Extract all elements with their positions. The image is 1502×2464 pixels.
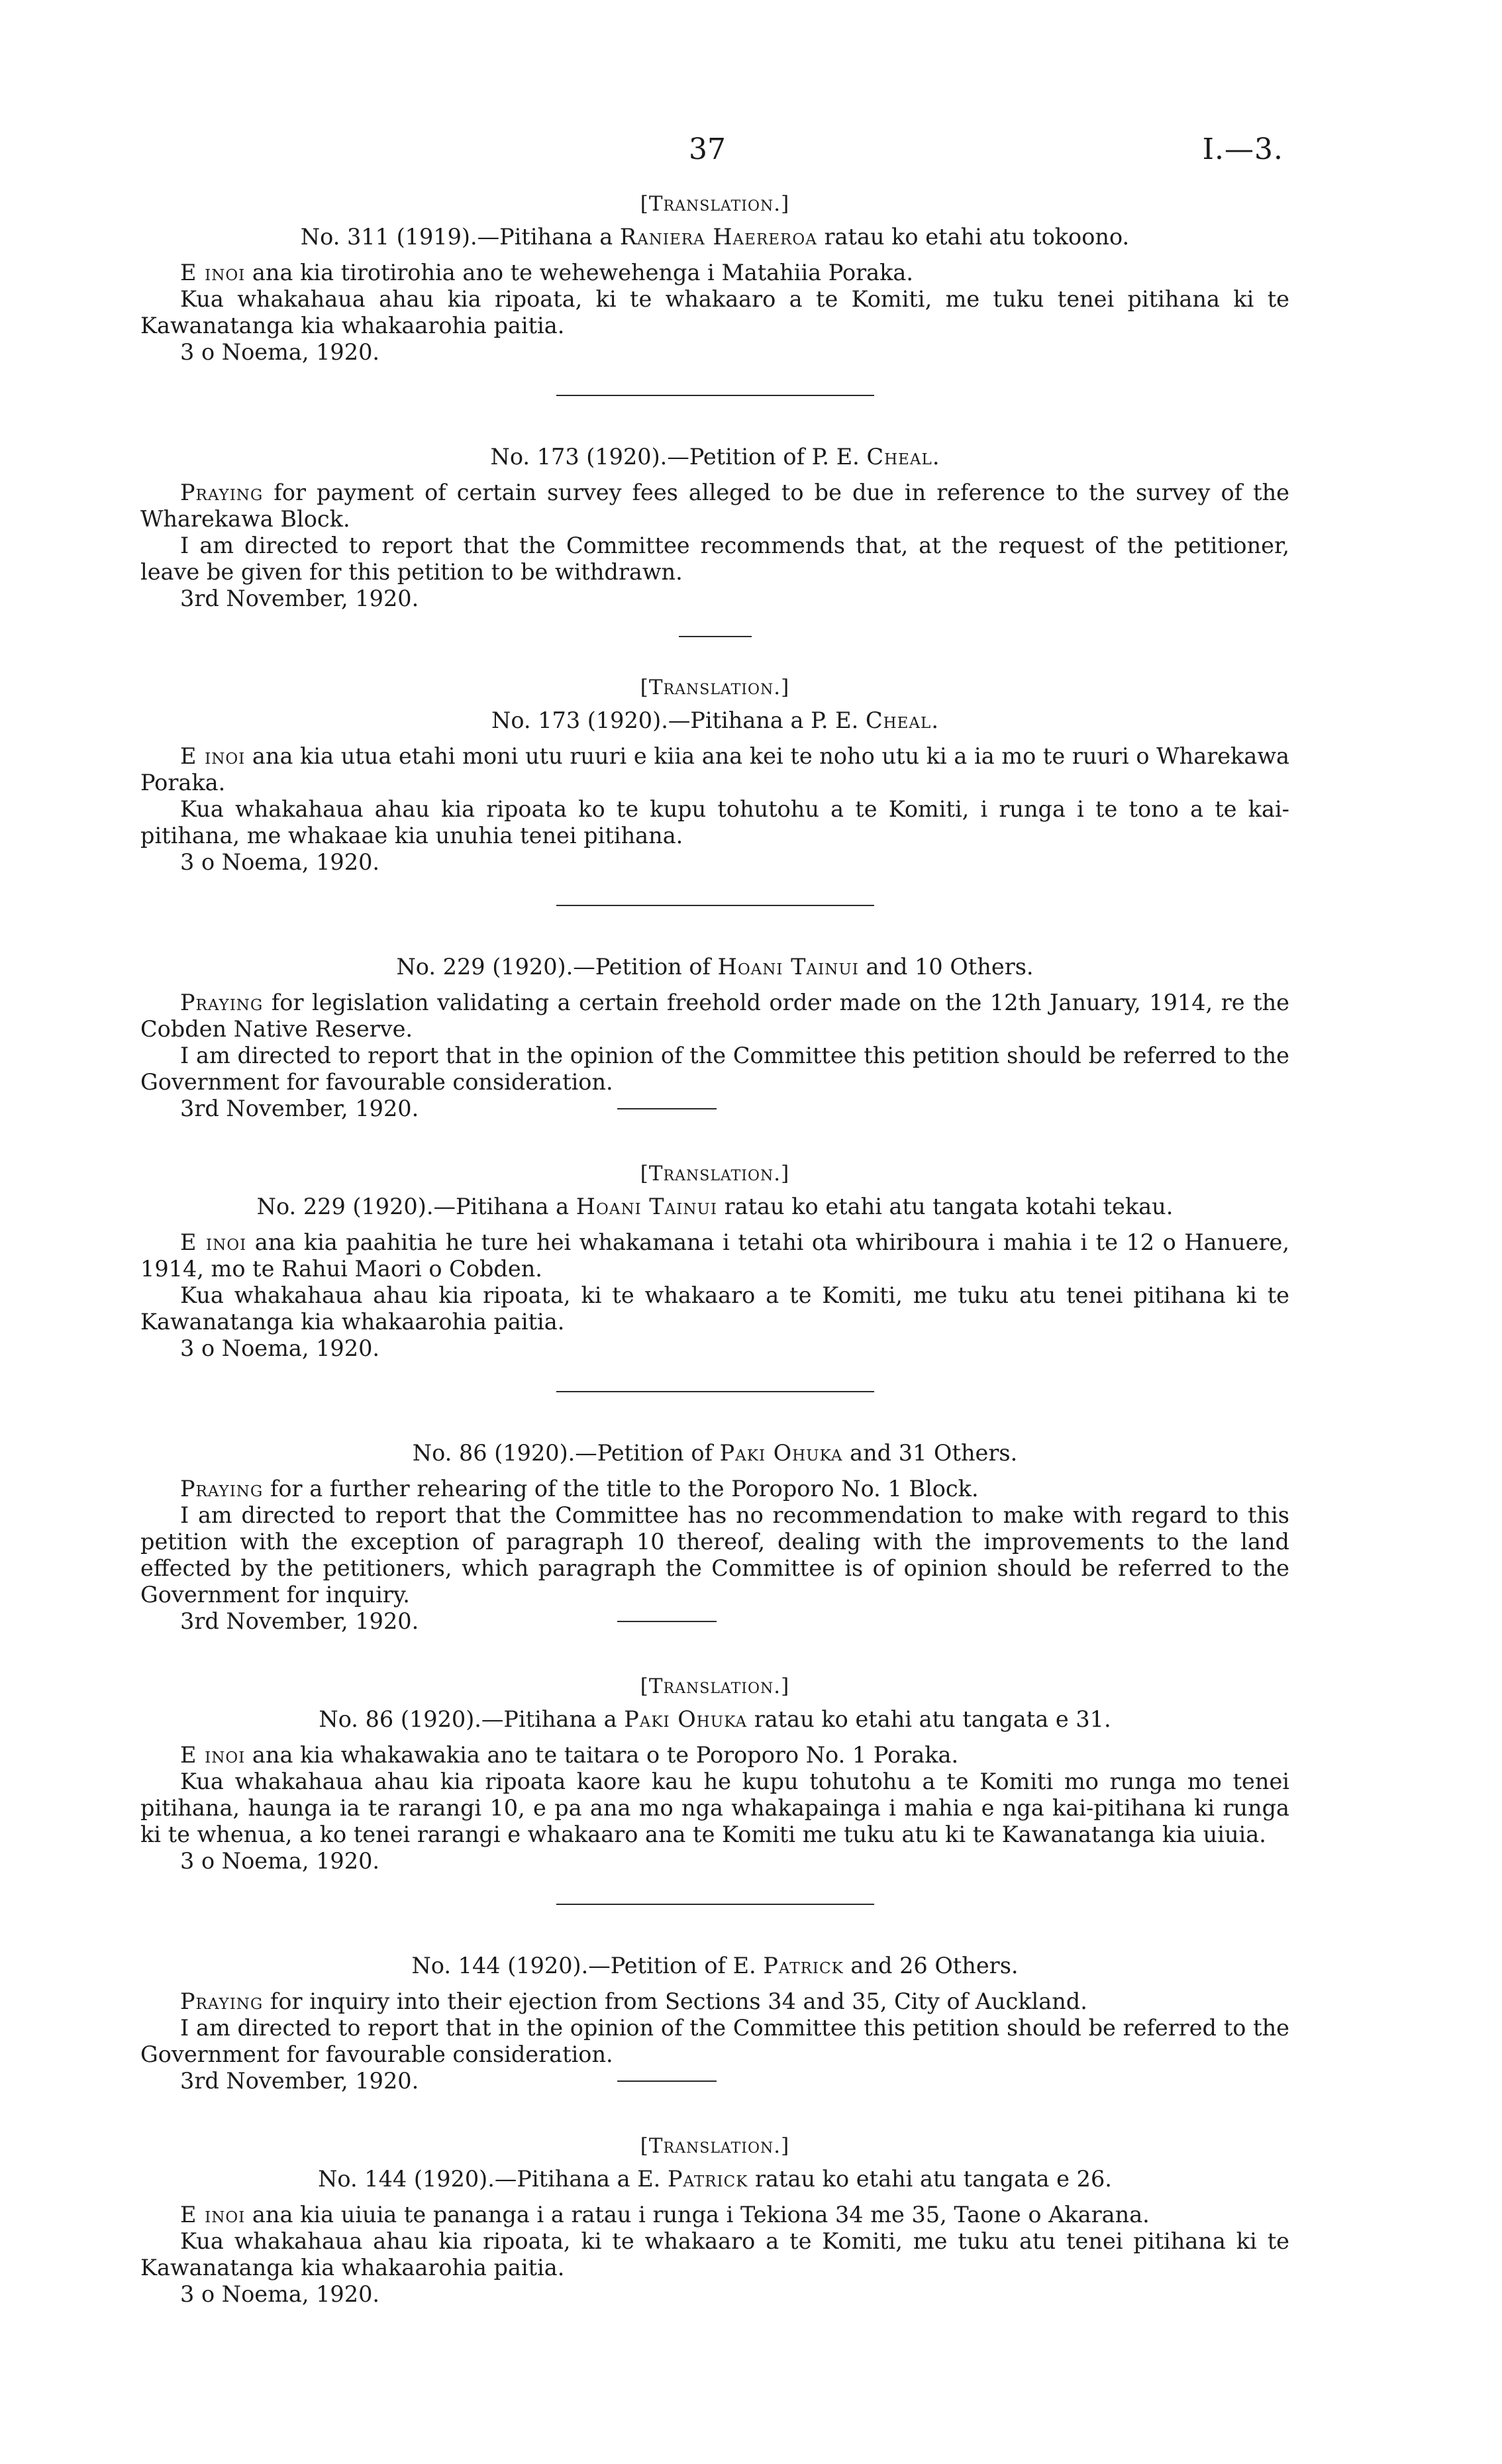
committee-report: Kua whakahaua ahau kia ripoata, ki te whakaaro a te Komiti, me tuku atu tenei pitihana ki te Kawanatanga kia whakaarohia paitia. bbox=[140, 2228, 1289, 2281]
petition-heading: No. 86 (1920).—Pitihana a Paki Ohuka ratau ko etahi atu tangata e 31. bbox=[319, 1706, 1111, 1732]
petition-section-229-translation bbox=[140, 1160, 1289, 1362]
report-date: 3 o Noema, 1920. bbox=[180, 2281, 380, 2307]
translation-label: [Translation.] bbox=[640, 192, 790, 216]
committee-report: I am directed to report that the Committee has no recommendation to make with regard to this petition with the exception of paragraph 10 thereof, dealing with the improvements to the land effected by the petitioners, which paragraph the Committee is of opinion should be referred to the Government for inquiry. bbox=[140, 1502, 1289, 1608]
committee-report: Kua whakahaua ahau kia ripoata ko te kupu tohutohu a te Komiti, i runga i te tono a te kai-pitihana, me whakaae kia unuhia tenei pitihana. bbox=[140, 796, 1289, 848]
translation-label: [Translation.] bbox=[640, 2134, 790, 2158]
section-divider bbox=[556, 395, 874, 396]
petition-section-311-translation bbox=[140, 191, 1289, 366]
committee-report: I am directed to report that in the opinion of the Committee this petition should be referred to the Government for favourable consideration. bbox=[140, 2015, 1289, 2067]
report-date: 3rd November, 1920. bbox=[140, 1608, 1289, 1635]
petition-heading: No. 144 (1920).—Petition of E. Patrick and 26 Others. bbox=[411, 1953, 1019, 1978]
petition-section-86 bbox=[140, 1440, 1289, 1635]
report-date: 3rd November, 1920. bbox=[140, 2068, 1289, 2094]
petition-prayer: E inoi ana kia paahitia he ture hei whakamana i tetahi ota whiriboura i mahia i te 12 o Hanuere, 1914, mo te Rahui Maori o Cobden. bbox=[140, 1229, 1289, 1282]
committee-report: Kua whakahaua ahau kia ripoata, ki te whakaaro a te Komiti, me tuku tenei pitihana ki te Kawanatanga kia whakaarohia paitia. bbox=[140, 286, 1289, 338]
document-body bbox=[140, 191, 1289, 2308]
committee-report: Kua whakahaua ahau kia ripoata, ki te whakaaro a te Komiti, me tuku atu tenei pitihana ki te Kawanatanga kia whakaarohia paitia. bbox=[140, 1282, 1289, 1335]
report-date: 3rd November, 1920. bbox=[180, 586, 419, 611]
petition-heading: No. 173 (1920).—Petition of P. E. Cheal. bbox=[490, 444, 940, 470]
document-reference: I.—3. bbox=[1202, 132, 1283, 166]
petition-prayer: E inoi ana kia uiuia te pananga i a ratau i runga i Tekiona 34 me 35, Taone o Akarana. bbox=[180, 2202, 1150, 2228]
committee-report: Kua whakahaua ahau kia ripoata kaore kau he kupu tohutohu a te Komiti mo runga mo tenei pitihana, haunga ia te rarangi 10, e pa ana mo nga whakapainga i mahia e nga kai-pitihana ki runga ki te whenua, a ko tenei rarangi e whakaaro ana te Komiti me tuku atu ki te Kawanatanga kia uiuia. bbox=[140, 1769, 1289, 1847]
petition-heading: No. 229 (1920).—Pitihana a Hoani Tainui ratau ko etahi atu tangata kotahi tekau. bbox=[256, 1194, 1174, 1219]
translation-divider bbox=[679, 636, 752, 637]
report-date: 3 o Noema, 1920. bbox=[180, 1848, 380, 1874]
petition-prayer: Praying for inquiry into their ejection from Sections 34 and 35, City of Auckland. bbox=[180, 1988, 1087, 2014]
translation-label: [Translation.] bbox=[640, 1674, 790, 1698]
committee-report: I am directed to report that the Committee recommends that, at the request of the petitioner, leave be given for this petition to be withdrawn. bbox=[140, 533, 1289, 585]
report-date: 3 o Noema, 1920. bbox=[180, 1335, 380, 1361]
petition-heading: No. 311 (1919).—Pitihana a Raniera Haereroa ratau ko etahi atu tokoono. bbox=[300, 224, 1130, 250]
report-date: 3 o Noema, 1920. bbox=[180, 339, 380, 365]
report-date: 3 o Noema, 1920. bbox=[180, 849, 380, 875]
petition-section-86-translation bbox=[140, 1673, 1289, 1874]
petition-section-173-translation bbox=[140, 674, 1289, 876]
petition-section-173 bbox=[140, 444, 1289, 612]
petition-section-229 bbox=[140, 954, 1289, 1122]
translation-label: [Translation.] bbox=[640, 676, 790, 699]
section-divider bbox=[556, 1904, 874, 1905]
date-rule bbox=[617, 1621, 717, 1622]
report-date: 3rd November, 1920. bbox=[140, 1096, 1289, 1122]
translation-label: [Translation.] bbox=[640, 1162, 790, 1186]
petition-heading: No. 229 (1920).—Petition of Hoani Tainui and 10 Others. bbox=[396, 954, 1034, 980]
petition-heading: No. 144 (1920).—Pitihana a E. Patrick ratau ko etahi atu tangata e 26. bbox=[318, 2166, 1112, 2192]
date-rule bbox=[617, 2080, 717, 2082]
page-number: 37 bbox=[689, 132, 726, 166]
section-divider bbox=[556, 905, 874, 906]
section-divider bbox=[556, 1391, 874, 1392]
petition-prayer: Praying for payment of certain survey fees alleged to be due in reference to the survey of the Wharekawa Block. bbox=[140, 480, 1289, 532]
petition-heading: No. 86 (1920).—Petition of Paki Ohuka and 31 Others. bbox=[412, 1440, 1018, 1466]
petition-prayer: Praying for legislation validating a certain freehold order made on the 12th January, 1914, re the Cobden Native Reserve. bbox=[140, 990, 1289, 1042]
petition-section-144 bbox=[140, 1953, 1289, 2094]
committee-report: I am directed to report that in the opinion of the Committee this petition should be referred to the Government for favourable consideration. bbox=[140, 1043, 1289, 1095]
petition-section-144-translation bbox=[140, 2133, 1289, 2308]
petition-prayer: E inoi ana kia tirotirohia ano te wehewehenga i Matahiia Poraka. bbox=[180, 260, 914, 285]
petition-prayer: E inoi ana kia utua etahi moni utu ruuri e kiia ana kei te noho utu ki a ia mo te ruuri o Wharekawa Poraka. bbox=[140, 743, 1289, 796]
petition-prayer: E inoi ana kia whakawakia ano te taitara o te Poroporo No. 1 Poraka. bbox=[180, 1742, 959, 1768]
date-rule bbox=[617, 1108, 717, 1109]
petition-prayer: Praying for a further rehearing of the title to the Poroporo No. 1 Block. bbox=[180, 1476, 979, 1502]
petition-heading: No. 173 (1920).—Pitihana a P. E. Cheal. bbox=[491, 707, 938, 733]
